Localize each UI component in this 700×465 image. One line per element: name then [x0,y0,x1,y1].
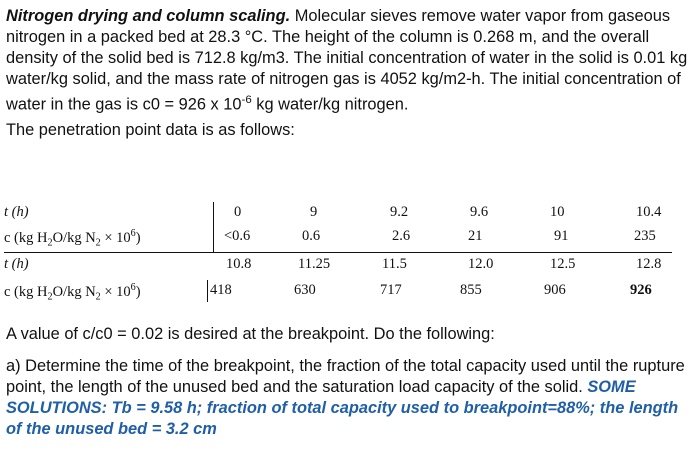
table-cell: 11.5 [382,256,407,272]
table-cell: 418 [210,282,232,298]
table-cell: <0.6 [224,228,251,244]
c-label: c (kg $H_2O/kg$ $N_2 \times 10^6$) [4,228,141,249]
table-cell: 12.0 [468,256,494,272]
table-cell: 630 [294,282,316,298]
table-cell: 10.8 [226,256,252,272]
t-label: t (h) [4,204,29,220]
table-cell: 11.25 [298,256,331,272]
part-a [6,356,694,440]
c-label: c (kg $H_2O/kg$ $N_2 \times 10^6$) [4,282,141,303]
table-cell: 2.6 [392,228,411,244]
table-cell: 906 [544,282,566,298]
t-label: t (h) [4,256,29,272]
problem-body-end: kg water/kg nitrogen. [251,95,409,114]
problem-body: Molecular sieves remove water vapor from gaseous nitrogen in a packed bed at 28.3 °C. The height of the column is 0.268 m, and the overall density of the solid bed is 712.8 kg/m3. The initial concentration of water in the solid is 0.01 kg water/kg solid, and the mass rate of nitrogen gas is 4052 kg/m2-h. The initial concentration of water in the gas is c0 = 926 x 10 [6,7,688,114]
table-row [4,204,694,226]
part-a-text: a) Determine the time of the breakpoint, the fraction of the total capacity used until the rupture point, the length of the unused bed and the saturation load capacity of the solid. [6,357,685,396]
breakpoint-statement: A value of c/c0 = 0.02 is desired at the breakpoint. Do the following: [6,325,495,343]
table-cell: 12.8 [636,256,662,272]
table-cell: 9 [310,204,318,220]
table-cell: 235 [634,228,656,244]
problem-paragraph [6,6,694,115]
table-cell: 10.4 [636,204,662,220]
table-cell: 855 [460,282,482,298]
table-cell: 9.2 [390,204,409,220]
table-divider [213,202,214,252]
table-row [4,282,694,304]
table-divider [4,252,672,253]
table-row [4,256,694,278]
table-cell: 9.6 [470,204,489,220]
table-intro: The penetration point data is as follows: [6,121,295,140]
table-cell: 926 [630,282,652,298]
table-cell: 91 [554,228,569,244]
penetration-data-table [4,200,694,310]
table-cell: 21 [468,228,483,244]
part-a-solutions: SOME SOLUTIONS: Tb = 9.58 h; fraction of total capacity used to breakpoint=88%; the length of the unused bed = 3.2 cm [6,378,679,438]
problem-title: Nitrogen drying and column scaling. [6,7,291,25]
table-divider [207,280,208,302]
problem-statement [6,6,694,141]
table-cell: 12.5 [550,256,576,272]
table-row [4,228,694,250]
table-cell: 0.6 [302,228,321,244]
exponent: -6 [241,94,252,106]
table-cell: 717 [380,282,402,298]
table-cell: 0 [234,204,242,220]
table-cell: 10 [550,204,565,220]
